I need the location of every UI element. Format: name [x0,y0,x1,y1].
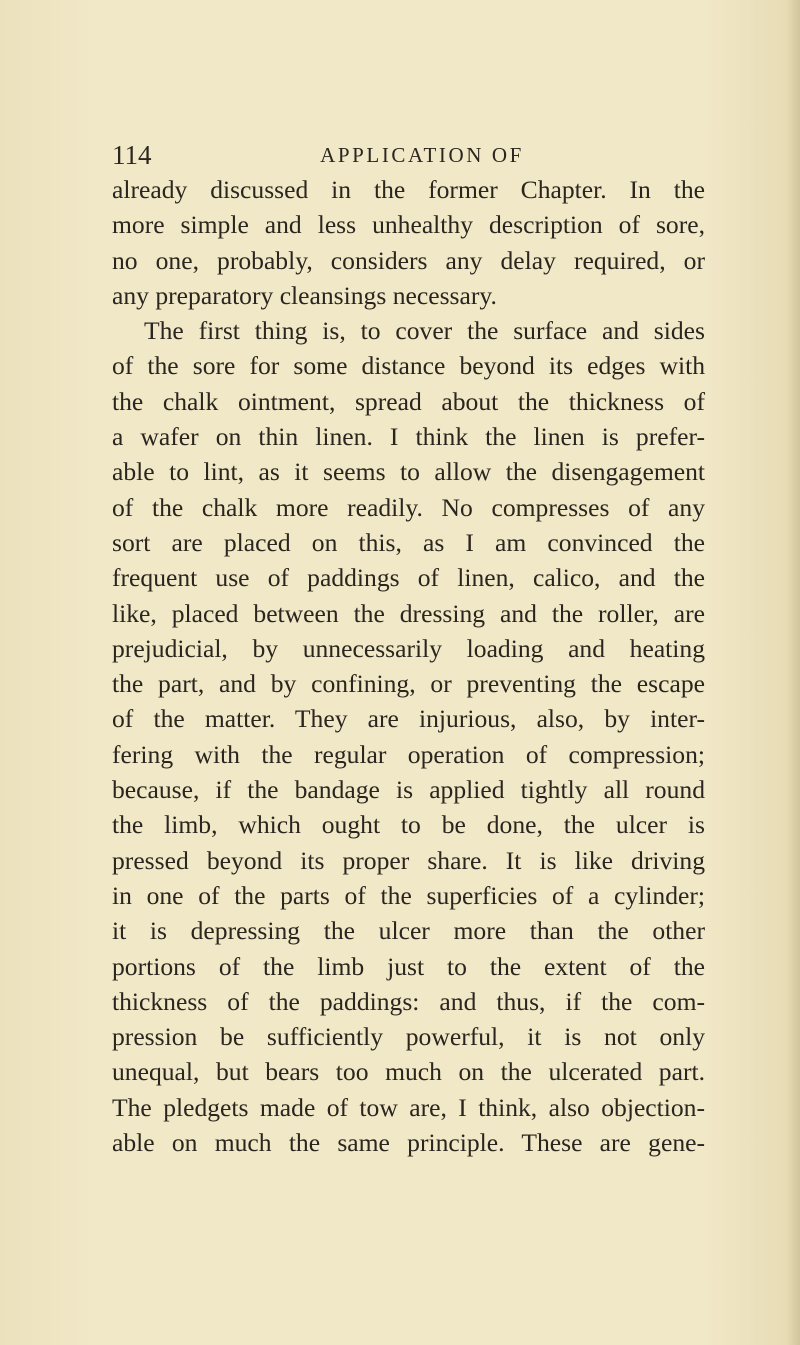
text-line: prejudicial, by unnecessarily loading and heating [112,633,705,663]
text-line: the part, and by confining, or preventing the escape [112,669,705,699]
text-line: it is depressing the ulcer more than the other [112,916,705,946]
text-line: already discussed in the former Chapter. In the [112,175,705,204]
text-line: thickness of the paddings: and thus, if the com- [112,986,705,1016]
text-line: the chalk ointment, spread about the thickness of [112,386,705,416]
text-line: of the matter. They are injurious, also, by inter- [112,704,705,734]
text-line: unequal, but bears too much on the ulcerated part. [112,1057,705,1087]
text-line: in one of the parts of the superficies of a cylinder; [112,880,705,910]
text-line: able on much the same principle. These are gene- [112,1128,705,1158]
text-line: The pledgets made of tow are, I think, also objection- [112,1092,705,1122]
text-line: pression be sufficiently powerful, it is not only [112,1022,705,1052]
text-line: sort are placed on this, as I am convinced the [112,527,705,557]
text-line: the limb, which ought to be done, the ulcer is [112,810,705,840]
text-line: like, placed between the dressing and the roller, are [112,598,705,628]
page-edge-shadow [786,0,800,1345]
text-line: any preparatory cleansings necessary. [112,280,497,310]
text-line: portions of the limb just to the extent of the [112,951,705,981]
text-line: fering with the regular operation of compression; [112,739,705,769]
text-line: of the chalk more readily. No compresses of any [112,492,705,522]
text-line: The first thing is, to cover the surface and sides [144,316,705,346]
text-line: able to lint, as it seems to allow the disengagement [112,457,705,487]
text-line: more simple and less unhealthy description of sore, [112,210,705,240]
text-line: frequent use of paddings of linen, calico, and the [112,563,705,593]
running-head: APPLICATION OF [320,143,524,167]
text-line: no one, probably, considers any delay required, or [112,245,705,275]
page-header [112,135,732,175]
page-number: 114 [112,140,152,170]
text-line: pressed beyond its proper share. It is like driving [112,845,705,875]
text-line: of the sore for some distance beyond its edges with [112,351,705,381]
text-line: because, if the bandage is applied tightly all round [112,775,705,805]
body-text [112,172,705,1160]
text-line: a wafer on thin linen. I think the linen is prefer- [112,422,705,452]
